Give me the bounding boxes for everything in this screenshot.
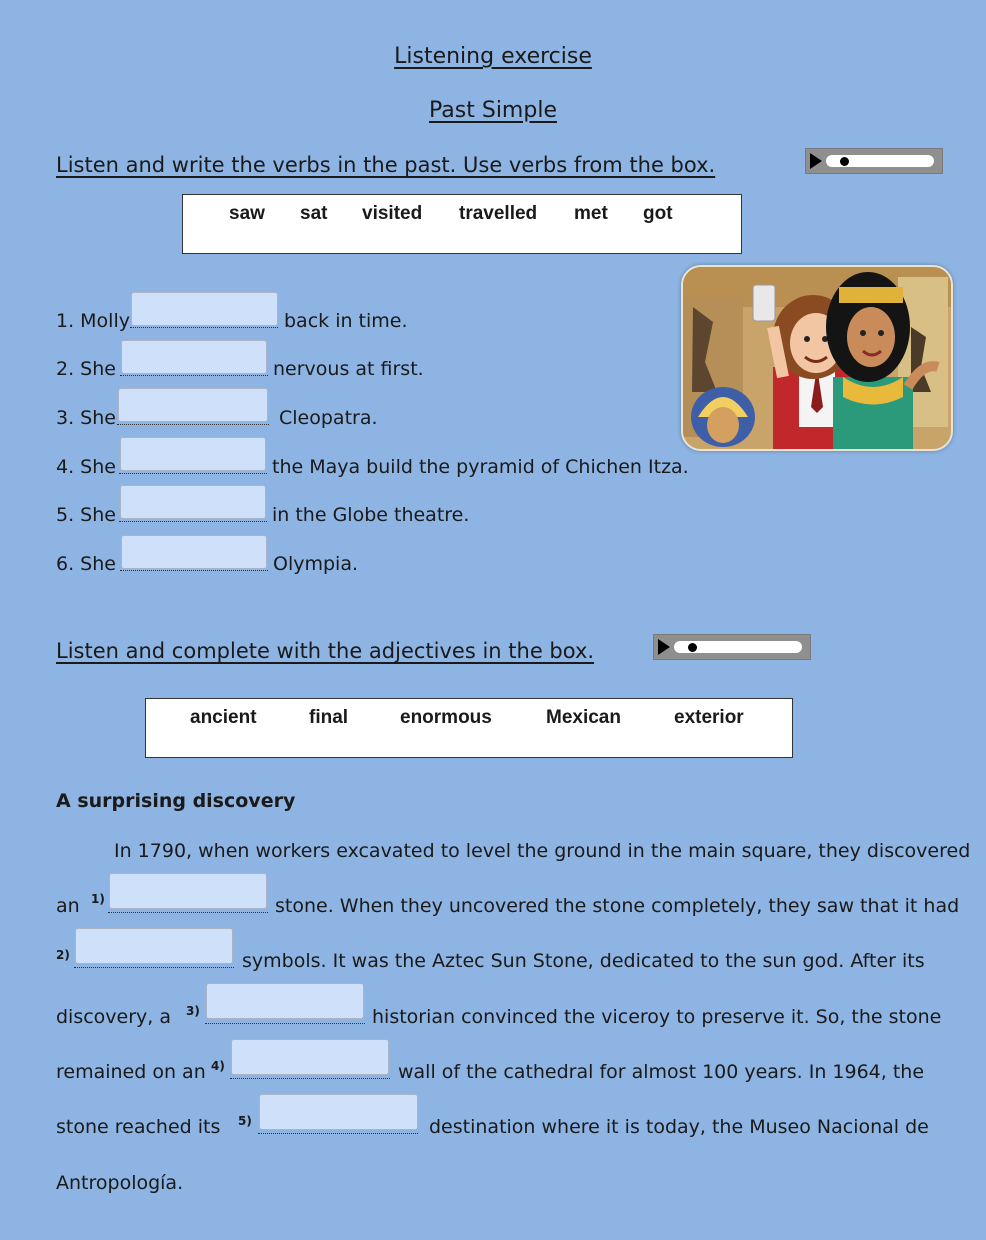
- audio-progress-knob[interactable]: [840, 157, 849, 166]
- cartoon-girl-with-cleopatra-selfie-icon: [683, 267, 951, 449]
- story-line-4-end: historian convinced the viceroy to preserve it. So, the stone: [372, 1006, 942, 1028]
- story-line-6-start: stone reached its: [56, 1116, 221, 1138]
- sentence-5-text: in the Globe theatre.: [272, 504, 470, 526]
- story-line-4-start: discovery, a: [56, 1006, 172, 1028]
- word-enormous: enormous: [400, 707, 492, 728]
- audio-player-1[interactable]: [805, 148, 943, 174]
- story-line-2-end: stone. When they uncovered the stone completely, they saw that it had: [275, 895, 960, 917]
- answer-input-6[interactable]: [121, 535, 267, 569]
- sentence-3-text: Cleopatra.: [279, 407, 378, 429]
- story-line-7: Antropología.: [56, 1172, 184, 1194]
- audio-progress-knob[interactable]: [688, 643, 697, 652]
- story-line-5-end: wall of the cathedral for almost 100 years. In 1964, the: [398, 1061, 925, 1083]
- sentence-5-label: 5. She: [56, 504, 116, 526]
- gap-number-3: 3): [186, 1004, 200, 1018]
- word-travelled: travelled: [459, 203, 538, 224]
- gap-number-1: 1): [91, 892, 105, 906]
- play-icon[interactable]: [658, 639, 670, 655]
- story-line-6-end: destination where it is today, the Museo Nacional de: [429, 1116, 929, 1138]
- audio-player-2[interactable]: [653, 634, 811, 660]
- answer-input-3[interactable]: [118, 388, 268, 422]
- sentence-6-label: 6. She: [56, 553, 116, 575]
- answer-input-5[interactable]: [120, 485, 266, 519]
- adjective-input-2[interactable]: [75, 928, 233, 964]
- adjective-input-5[interactable]: [259, 1094, 418, 1130]
- story-title: A surprising discovery: [56, 790, 296, 812]
- sentence-6-text: Olympia.: [273, 553, 359, 575]
- adjective-word-box: [145, 698, 793, 758]
- word-saw: saw: [229, 203, 265, 224]
- play-icon[interactable]: [810, 153, 822, 169]
- sentence-4-text: the Maya build the pyramid of Chichen Itza.: [272, 456, 689, 478]
- word-mexican: Mexican: [546, 707, 621, 728]
- gap-number-5: 5): [238, 1114, 252, 1128]
- story-line-5-start: remained on an: [56, 1061, 206, 1083]
- adjective-input-4[interactable]: [231, 1039, 389, 1075]
- answer-input-1[interactable]: [131, 292, 278, 326]
- word-met: met: [574, 203, 608, 224]
- answer-input-2[interactable]: [121, 340, 267, 374]
- adjective-input-1[interactable]: [109, 873, 267, 909]
- page-title: Listening exercise: [394, 44, 592, 69]
- gap-number-4: 4): [211, 1059, 225, 1073]
- adjective-input-3[interactable]: [206, 983, 364, 1019]
- sentence-4-label: 4. She: [56, 456, 116, 478]
- story-line-2-start: an: [56, 895, 80, 917]
- instruction-adjectives: Listen and complete with the adjectives in the box.: [56, 639, 595, 663]
- sentence-1-text: back in time.: [284, 310, 408, 332]
- word-exterior: exterior: [674, 707, 744, 728]
- gap-number-2: 2): [56, 948, 70, 962]
- sentence-2-text: nervous at first.: [273, 358, 424, 380]
- word-visited: visited: [362, 203, 423, 224]
- instruction-verbs: Listen and write the verbs in the past. Use verbs from the box.: [56, 153, 716, 177]
- verb-word-box: [182, 194, 742, 254]
- page-subtitle: Past Simple: [429, 98, 557, 123]
- sentence-2-label: 2. She: [56, 358, 116, 380]
- story-line-1: In 1790, when workers excavated to level the ground in the main square, they discovered: [114, 840, 971, 862]
- sentence-3-label: 3. She: [56, 407, 116, 429]
- word-got: got: [643, 203, 673, 224]
- sentence-1-label: 1. Molly: [56, 310, 130, 332]
- answer-input-4[interactable]: [120, 437, 266, 471]
- word-final: final: [309, 707, 349, 728]
- cleopatra-selfie-illustration: [681, 265, 953, 451]
- story-line-3-end: symbols. It was the Aztec Sun Stone, dedicated to the sun god. After its: [242, 950, 925, 972]
- word-ancient: ancient: [190, 707, 257, 728]
- word-sat: sat: [300, 203, 328, 224]
